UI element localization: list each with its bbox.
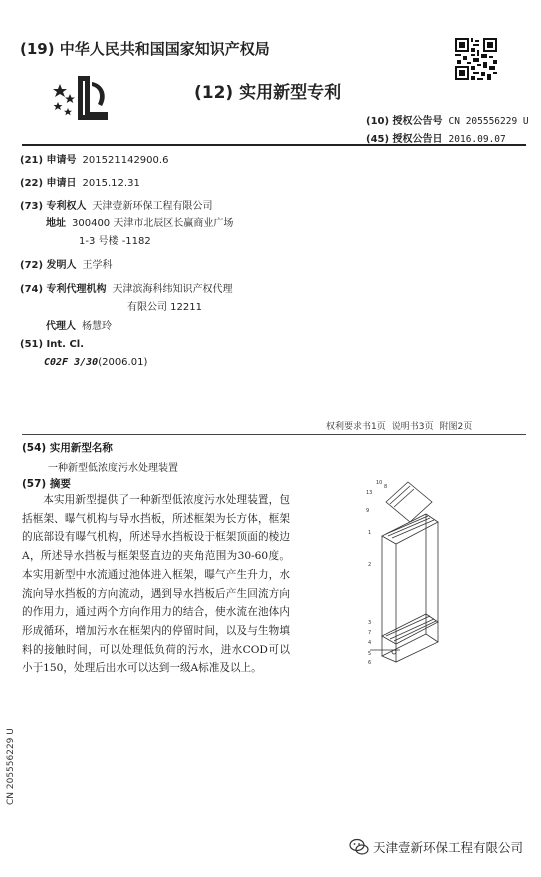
utility-model-name-label: (54) 实用新型名称 [22,442,113,454]
patent-agency-label: (74) 专利代理机构 [20,284,107,295]
application-date-label: (22) 申请日 [20,178,77,189]
publication-number-value: CN 205556229 U [448,116,529,127]
drawings-pages: 附图2页 [439,422,473,432]
publication-date-value: 2016.09.07 [448,134,506,145]
int-cl-label: (51) Int. Cl. [20,339,85,350]
office-name: (19) 中华人民共和国国家知识产权局 [20,40,270,58]
int-cl-code [44,357,147,368]
drawing-label-3: 3 [368,620,372,626]
patentee [20,197,213,212]
patentee-label: (73) 专利权人 [20,201,87,212]
int-cl-edition: (2006.01) [98,357,148,368]
drawing-label-2: 2 [368,562,372,568]
patent-agency-line-2: 有限公司 12211 [127,302,202,313]
application-number [20,151,168,166]
address-line-2: 1-3 号楼 -1182 [79,236,151,247]
publication-date-label: (45) 授权公告日 [366,134,443,145]
drawing-label-6: 6 [368,660,372,666]
drawing-label-13: 13 [366,490,373,496]
drawing-label-1: 1 [368,530,372,536]
watermark [349,837,523,857]
inventor-value: 王学科 [82,260,113,271]
header-divider [22,144,526,146]
agent [46,317,112,332]
drawing-label-5: 5 [368,651,372,657]
publication-number [366,112,529,127]
drawing-label-10: 10 [376,480,383,486]
drawing-label-4: 4 [368,640,372,646]
application-date-value: 2015.12.31 [82,178,140,189]
document-type-title: (12) 实用新型专利 [194,83,342,103]
abstract-label: (57) 摘要 [22,478,71,490]
application-date [20,174,140,189]
application-number-label: (21) 申请号 [20,155,77,166]
page-counts [326,419,478,432]
inventor [20,256,113,271]
side-publication-code: CN 205556229 U [6,728,16,805]
drawing-label-8: 8 [384,484,388,490]
address-label: 地址 [46,218,66,229]
drawing-label-7: 7 [368,630,372,636]
int-cl-code-value: C02F 3/30 [44,357,99,368]
watermark-text: 天津壹新环保工程有限公司 [372,840,523,855]
abstract-divider [22,434,526,435]
application-number-value: 201521142900.6 [82,155,169,166]
agent-value: 杨慧玲 [82,321,112,332]
address [46,214,233,229]
inventor-label: (72) 发明人 [20,260,77,271]
cnipa-logo-icon [50,72,112,124]
agent-label: 代理人 [46,321,76,332]
patentee-value: 天津壹新环保工程有限公司 [92,201,213,212]
device-drawing [360,474,450,669]
patent-agency [20,280,233,295]
description-pages: 说明书3页 [391,422,434,432]
wechat-icon [349,837,369,857]
qr-code-icon [455,38,497,80]
publication-number-label: (10) 授权公告号 [366,116,443,127]
patent-agency-line-1: 天津滨海科纬知识产权代理 [112,284,233,295]
drawing-label-9: 9 [366,508,370,514]
publication-date [366,130,506,145]
abstract-text: 本实用新型提供了一种新型低浓度污水处理装置，包括框架、曝气机构与导水挡板，所述框架为长方体，框架的底部设有曝气机构，所述导水挡板设于框架顶面的棱边A，所述导水挡板与框架竖直边的夹角范围为30-60度。本实用新型中水流通过池体进入框架，曝气产生升力，水流向导水挡板的方向流动，遇到导水挡板后产生回流方向的作用力，通过两个方向作用力的结合，使水流在池体内形成循环，增加污水在框架内的停留时间，以及与生物填料的接触时间，可以处理低负荷的污水，进水COD可以小于150，处理后出水可以达到一级A标准及以上。 [22,494,290,675]
utility-model-title: 一种新型低浓度污水处理装置 [48,463,178,474]
address-line-1: 300400 天津市北辰区长赢商业广场 [72,218,234,229]
claims-pages: 权利要求书1页 [326,422,386,432]
